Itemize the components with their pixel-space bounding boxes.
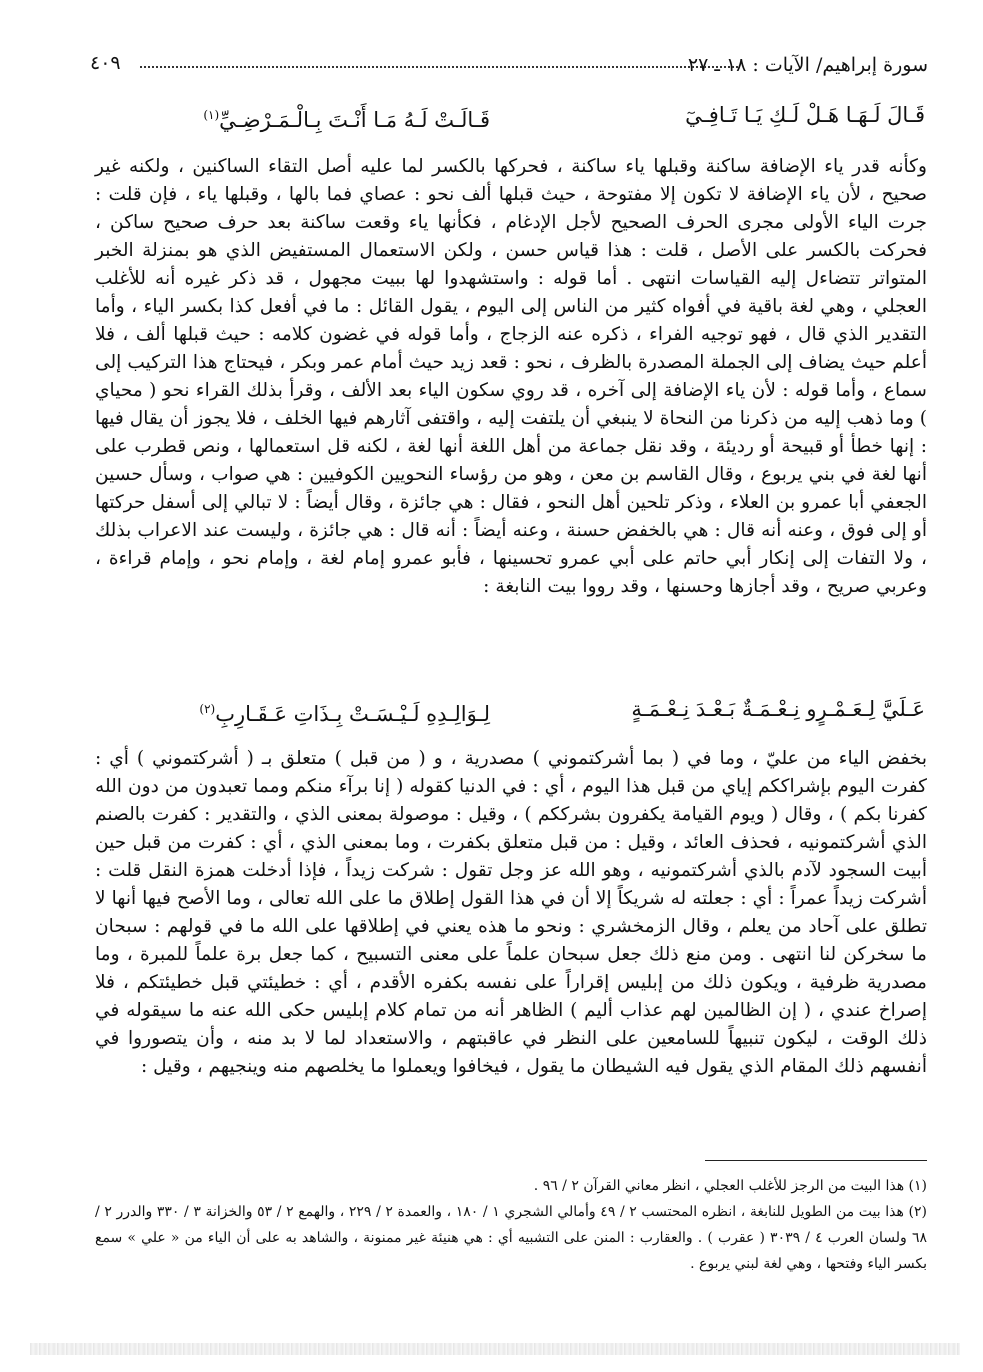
running-title: سورة إبراهيم/ الآيات : ١٨ ـ ٢٧ [687,54,928,76]
verse-1-second-text: قَـالَـتْ لَـهُ مَـا أَنْـتَ بِـالْـمَـرْضِـيِّ [219,108,490,132]
verse-2-second-text: لِـوَالِـدِهِ لَـيْـسَـتْ بِـذَاتِ عَـقَـارِبِ [215,702,490,726]
scan-edge-noise [30,1343,960,1355]
footnote-separator [705,1160,927,1161]
page-number: ٤٠٩ [90,52,121,74]
verse-1-second-hemistich [203,100,490,135]
footnotes [95,1173,927,1277]
footnote-2: (٢) هذا بيت من الطويل للنابغة ، انظره المحتسب ٢ / ٤٩ وأمالي الشجري ١ / ١٨٠ ، والعمدة ٢ / ٢٢٩ ، والهمع ٢ / ٥٣ والخزانة ٣ / ٣٣٠ والدرر ٢ / ٦٨ ولسان العرب ٤ / ٣٠٣٩ ( عقرب ) . والعقارب : المنن على التشبيه أي : هي هنيئة غير ممنونة ، والشاهد به على أن الياء من « علي » سمع بكسر الياء وفتحها ، وهي لغة لبني يربوع . [95,1204,927,1272]
verse-2-second-hemistich [199,694,490,729]
body-paragraph-1: وكأنه قدر ياء الإضافة ساكنة وقبلها ياء ساكنة ، فحركها بالكسر لما عليه أصل التقاء الساكنين ، ولكنه غير صحيح ، لأن ياء الإضافة لا تكون إلا مفتوحة ، حيث قبلها ألف نحو : عصاي فما بالها ، وقبلها ياء ، فإن قلت : جرت الياء الأولى مجرى الحرف الصحيح لأجل الإدغام ، فكأنها ياء وقعت ساكنة بعد حرف صحيح ساكن ، فحركت بالكسر على الأصل ، قلت : هذا قياس حسن ، ولكن الاستعمال المستفيض الذي هو بمنزلة الخبر المتواتر تتضاءل إليه القياسات انتهى . أما قوله : واستشهدوا لها ببيت مجهول ، قد ذكر غيره أنه للأغلب العجلي ، وهي لغة باقية في أفواه كثير من الناس إلى اليوم ، يقول القائل : ما في أفعل كذا بكسر الياء ، وأما التقدير الذي قال ، فهو توجيه الفراء ، ذكره عنه الزجاج ، وأما قوله في غضون كلامه : حيث قبلها ألف ، فلا أعلم حيث يضاف إلى الجملة المصدرة بالظرف ، نحو : قعد زيد حيث أمام عمر وبكر ، فيحتاج هذا التركيب إلى سماع ، وأما قوله : لأن ياء الإضافة إلى آخره ، قد روي سكون الياء بعد الألف ، وقرأ بذلك القراء نحو ( محياي ) وما ذهب إليه من ذكرنا من النحاة لا ينبغي أن يلتفت إليه ، واقتفى آثارهم فيها الخلف ، فلا يجوز أن يقال فيها : إنها خطأ أو قبيحة أو رديئة ، وقد نقل جماعة من أهل اللغة أنها لغة ، لكنه قل استعمالها ، ونص قطرب على أنها لغة في بني يربوع ، وقال القاسم بن معن ، وهو من رؤساء النحويين الكوفيين : هي صواب ، وسأل حسين الجعفي أبا عمرو بن العلاء ، وذكر تلحين أهل النحو ، فقال : هي جائزة ، وقال أيضاً : لا تبالي إلى أسفل حركتها أو إلى فوق ، وعنه أنه قال : هي بالخفض حسنة ، وعنه أيضاً : أنه قال : هي جائزة ، وليست عند الاعراب بذلك ، ولا التفات إلى إنكار أبي حاتم على أبي عمرو تحسينها ، فأبو عمرو إمام لغة ، وإمام نحو ، وإمام قراءة ، وعربي صريح ، وقد أجازها وحسنها ، وقد رووا بيت النابغة : [95,156,927,597]
verse-1-first-hemistich: قَـالَ لَـهَـا هَـلْ لَـكِ يَـا تَـافِـيٓ [685,103,925,127]
page-header [90,46,928,82]
body-paragraph-2: بخفض الياء من عليّ ، وما في ( بما أشركتموني ) مصدرية ، و ( من قبل ) متعلق بـ ( أشركتموني ) أي : كفرت اليوم بإشراككم إياي من قبل هذا اليوم ، أي : في الدنيا كقوله ( إنا برآء منكم ومما تعبدون من دون الله كفرنا بكم ) ، وقال ( ويوم القيامة يكفرون بشرككم ) ، وقيل : موصولة بمعنى الذي ، والتقدير : كفرت بالصنم الذي أشركتمونيه ، فحذف العائد ، وقيل : من قبل متعلق بكفرت ، وما بمعنى الذي ، أي : كفرت من قبل حين أبيت السجود لآدم بالذي أشركتمونيه ، وهو الله عز وجل تقول : شركت زيداً ، فإذا أدخلت همزة النقل قلت : أشركت زيداً عمراً : أي : جعلته له شريكاً إلا أن في هذا القول إطلاق ما على الله تعالى ، وما الأصح فيها أنها لا تطلق على آحاد من يعلم ، وقال الزمخشري : ونحو ما هذه يعني في إطلاقها على الله ما في قولهم : سبحان ما سخركن لنا انتهى . ومن منع ذلك جعل سبحان علماً على معنى التسبيح ، كما جعل برة علماً للمبرة ، وما مصدرية ظرفية ، ويكون ذلك من إبليس إقراراً على نفسه بكفره الأقدم ، أي : خطيئتي قبل خطيئتكم ، فلا إصراخ عندي ، ( إن الظالمين لهم عذاب أليم ) الظاهر أنه من تمام كلام إبليس حكى الله عنه ما سيقوله في ذلك الوقت ، ليكون تنبيهاً للسامعين على النظر في عاقبتهم ، والاستعداد لما لا بد منه ، وأن يتصوروا في أنفسهم ذلك المقام الذي يقول فيه الشيطان ما يقول ، فيخافوا ويعملوا ما يخلصهم منه وينجيهم ، وقيل : [95,748,927,1077]
footnote-1: (١) هذا البيت من الرجز للأغلب العجلي ، انظر معاني القرآن ٢ / ٩٦ . [533,1178,927,1194]
header-dot-leader [140,66,738,68]
footnote-marker-1: (١) [203,108,220,122]
verse-2-first-hemistich: عَـلَيَّ لِـعَـمْـرٍو نِـعْـمَـةٌ بَـعْـدَ نِـعْـمَـةٍ [631,697,925,721]
footnote-marker-2: (٢) [199,702,216,716]
